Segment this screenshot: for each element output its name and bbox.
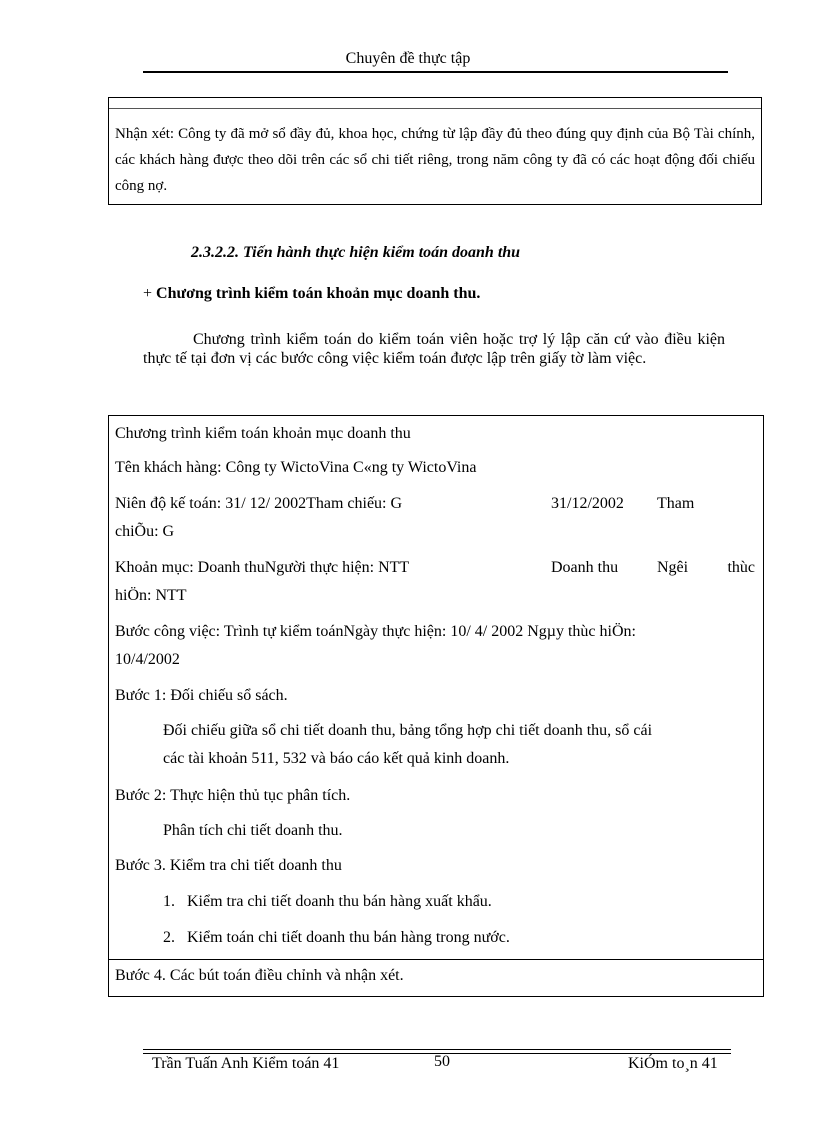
- intro-paragraph: Chương trình kiểm toán do kiểm toán viên hoặc trợ lý lập căn cứ vào điều kiện thực tế tại đơn vị các bước công việc kiểm toán được lập trên giấy tờ làm việc.: [143, 331, 725, 367]
- item-row: [115, 554, 755, 610]
- note-box-inner-rule: [109, 108, 761, 109]
- client-row: Tên khách hàng: Công ty WictoVina C«ng ty WictoVina: [115, 459, 477, 476]
- section-title: 2.3.2.2. Tiến hành thực hiện kiểm toán doanh thu: [191, 244, 521, 261]
- period-ref-label: Tham: [657, 495, 695, 512]
- header-rule: [143, 71, 728, 73]
- footer-right-text: KiÓm to¸n 41: [628, 1055, 718, 1072]
- item-revenue: Doanh thu: [551, 559, 619, 576]
- step-row: [115, 618, 755, 674]
- table-divider: [109, 959, 763, 960]
- period-row: [115, 490, 755, 546]
- program-prefix: +: [143, 285, 157, 302]
- list-item-number: 2.: [163, 929, 175, 946]
- step-line-1: Bước công việc: Trình tự kiểm toánNgày thực hiện: 10/ 4/ 2002 Ngµy thùc hiÖn:: [115, 623, 636, 640]
- list-item-number: 1.: [163, 893, 175, 910]
- period-line-2: chiÕu: G: [115, 523, 175, 540]
- item-performer-word-1: Ngêi: [657, 559, 689, 576]
- step1-body-line-2: các tài khoản 511, 532 và báo cáo kết quả kinh doanh.: [163, 750, 510, 767]
- item-line-2: hiÖn: NTT: [115, 587, 187, 604]
- item-performer-word-2: thùc: [727, 559, 755, 576]
- footer-rule-top: [143, 1049, 731, 1050]
- step4-title: Bước 4. Các bút toán điều chỉnh và nhận xét.: [115, 967, 404, 984]
- footer-author: Trần Tuấn Anh Kiểm toán 41: [152, 1055, 340, 1072]
- step2-body: Phân tích chi tiết doanh thu.: [163, 822, 343, 839]
- item-line-1: [115, 554, 755, 582]
- period-line-1: [115, 490, 755, 518]
- note-text: Nhận xét: Công ty đã mở sổ đầy đủ, khoa học, chứng từ lập đầy đủ theo đúng quy định của Bộ Tài chính, các khách hàng được theo dõi trên các sổ chi tiết riêng, trong năm công ty đã có các hoạt động đối chiếu công nợ.: [115, 126, 755, 194]
- step3-title: Bước 3. Kiểm tra chi tiết doanh thu: [115, 857, 342, 874]
- page-number: 50: [434, 1053, 450, 1070]
- item-performer-label: [657, 554, 755, 582]
- note-box: [108, 97, 762, 205]
- step-line-2: 10/4/2002: [115, 651, 180, 668]
- step1-title: Bước 1: Đối chiếu sổ sách.: [115, 687, 288, 704]
- period-date: 31/12/2002: [551, 495, 624, 512]
- table-title: Chương trình kiểm toán khoản mục doanh thu: [115, 425, 411, 442]
- item-label: Khoản mục: Doanh thuNgười thực hiện: NTT: [115, 559, 410, 576]
- list-item: [115, 888, 755, 916]
- program-heading-text: Chương trình kiểm toán khoản mục doanh thu.: [156, 285, 481, 302]
- step1-body-line-1: Đối chiếu giữa sổ chi tiết doanh thu, bảng tổng hợp chi tiết doanh thu, sổ cái: [163, 722, 653, 739]
- audit-program-table: [108, 415, 764, 997]
- list-item-text: Kiểm toán chi tiết doanh thu bán hàng trong nước.: [187, 929, 510, 946]
- list-item: [115, 924, 755, 952]
- list-item-text: Kiểm tra chi tiết doanh thu bán hàng xuất khẩu.: [187, 893, 492, 910]
- step2-title: Bước 2: Thực hiện thủ tục phân tích.: [115, 787, 351, 804]
- period-label: Niên độ kế toán: 31/ 12/ 2002Tham chiếu: G: [115, 495, 403, 512]
- program-heading: [143, 285, 480, 303]
- page-header-title: Chuyên đề thực tập: [345, 50, 471, 67]
- step1-body: [115, 717, 755, 773]
